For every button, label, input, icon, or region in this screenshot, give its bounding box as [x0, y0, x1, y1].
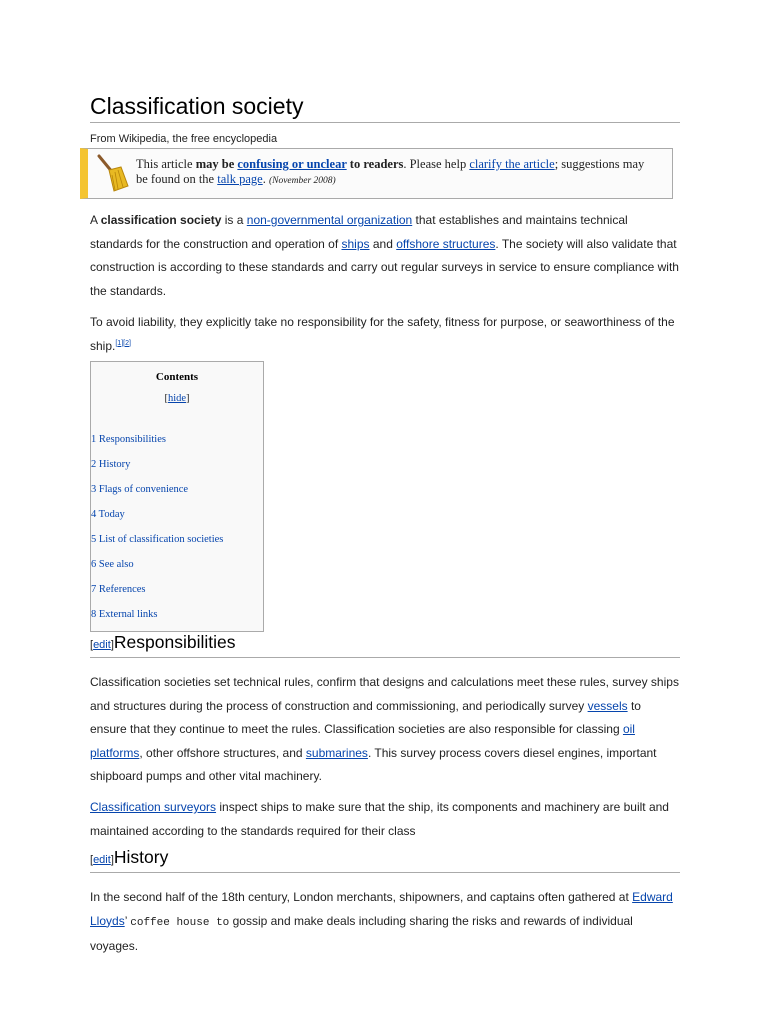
text: In the second half of the 18th century, London merchants, shipowners, and captains often gathered at: [90, 890, 633, 904]
toc-item-label: 3 Flags of convenience: [91, 484, 189, 495]
link-oil-platforms[interactable]: oil platforms: [90, 722, 635, 760]
notice-text-part: . Please help: [403, 157, 470, 171]
text: . This survey process covers diesel engines, important shipboard pumps and other vital machinery.: [90, 745, 657, 783]
link-offshore-structures[interactable]: offshore structures: [396, 236, 496, 251]
toc-item-label: 8 External links: [91, 609, 158, 620]
broom-icon: [94, 153, 130, 193]
text: Classification societies set technical rules, confirm that designs and calculations meet these rules, survey ships and structures during the process of construction and commissioning, and periodically survey: [90, 675, 679, 713]
toc-item-external-links[interactable]: [91, 609, 223, 634]
toc-item-flags-of-convenience[interactable]: [91, 484, 223, 509]
toc-hide-toggle: [91, 393, 263, 404]
text: gossip and make deals including sharing the risks and rewards of individual voyages.: [90, 913, 633, 953]
text: inspect ships to make sure that the ship, its components and machinery are built and maintained according to the standards required for their class: [90, 800, 669, 838]
toc-hide-link[interactable]: hide: [167, 393, 187, 404]
text: that establishes and maintains technical standards for the construction and operation of: [90, 213, 628, 251]
link-vessels[interactable]: vessels: [587, 698, 628, 713]
text: to ensure that they continue to meet the rules. Classification societies are also responsible for classing: [90, 698, 641, 736]
bracket: [: [90, 854, 94, 866]
link-confusing-or-unclear[interactable]: confusing or unclear: [237, 157, 347, 171]
toc-item-label: 2 History: [91, 459, 131, 470]
link-edward-lloyds[interactable]: Edward Lloyds: [90, 890, 673, 928]
title-divider: [90, 122, 680, 123]
monospace-text: coffee house to: [130, 916, 230, 929]
site-tagline: From Wikipedia, the free encyclopedia: [90, 133, 278, 145]
bracket: [: [164, 393, 168, 404]
text: . The society will also validate that construction is according to these standards and carry out regular surveys in service to ensure compliance with the standards.: [90, 236, 679, 298]
notice-date: (November 2008): [268, 176, 336, 186]
toc-item-label: 5 List of classification societies: [91, 534, 224, 545]
responsibilities-paragraph: [90, 671, 680, 789]
link-ships[interactable]: ships: [341, 236, 370, 251]
link-non-governmental-organization[interactable]: non-governmental organization: [246, 213, 413, 227]
bracket: ]: [110, 639, 114, 651]
edit-section: [90, 854, 114, 866]
edit-history-link[interactable]: edit: [93, 854, 111, 866]
link-talk-page[interactable]: talk page: [217, 172, 263, 186]
text: To avoid liability, they explicitly take no responsibility for the safety, fitness for purpose, or seaworthiness of the ship.: [90, 315, 675, 353]
link-classification-surveyors[interactable]: Classification surveyors: [90, 800, 217, 814]
toc-item-label: 1 Responsibilities: [91, 434, 166, 445]
text: is a: [221, 213, 247, 227]
bold-term: classification society: [100, 213, 222, 227]
page-title: Classification society: [90, 93, 304, 119]
toc-item-see-also[interactable]: [91, 559, 223, 584]
intro-paragraph: [90, 209, 680, 303]
toc-item-label: 4 Today: [91, 509, 125, 520]
reference-link[interactable]: [1][2]: [115, 339, 131, 347]
section-heading-history: [90, 847, 680, 873]
section-title: History: [113, 847, 169, 867]
text: A: [90, 213, 101, 227]
bracket: ]: [110, 854, 114, 866]
edit-responsibilities-link[interactable]: edit: [93, 639, 111, 651]
toc-title: Contents: [155, 371, 199, 383]
notice-emphasis: may be: [195, 157, 238, 171]
section-title: Responsibilities: [113, 632, 236, 652]
notice-text: [136, 157, 656, 189]
link-clarify-article[interactable]: clarify the article: [469, 157, 555, 171]
notice-text-part: ; suggestions may be found on the: [136, 157, 645, 186]
edit-section: [90, 639, 114, 651]
bracket: ]: [186, 393, 190, 404]
toc-item-responsibilities[interactable]: [91, 434, 223, 459]
toc-item-history[interactable]: [91, 459, 223, 484]
toc-item-references[interactable]: [91, 584, 223, 609]
liability-paragraph: [90, 311, 680, 358]
toc-item-label: 6 See also: [91, 559, 134, 570]
notice-text-part: .: [262, 172, 269, 186]
section-heading-responsibilities: [90, 632, 680, 658]
link-submarines[interactable]: submarines: [305, 745, 368, 760]
cleanup-notice: [80, 148, 673, 199]
text: ’: [124, 913, 131, 928]
text: , other offshore structures, and: [139, 745, 306, 760]
table-of-contents: [90, 361, 264, 632]
notice-emphasis: to readers: [346, 157, 404, 171]
notice-text-part: This article: [136, 157, 196, 171]
bracket: [: [90, 639, 94, 651]
history-paragraph: [90, 886, 680, 959]
text: and: [369, 236, 397, 251]
toc-item-label: 7 References: [91, 584, 146, 595]
surveyors-paragraph: [90, 796, 680, 843]
toc-list: [91, 434, 223, 634]
toc-item-today[interactable]: [91, 509, 223, 534]
toc-item-list-of-societies[interactable]: [91, 534, 223, 559]
